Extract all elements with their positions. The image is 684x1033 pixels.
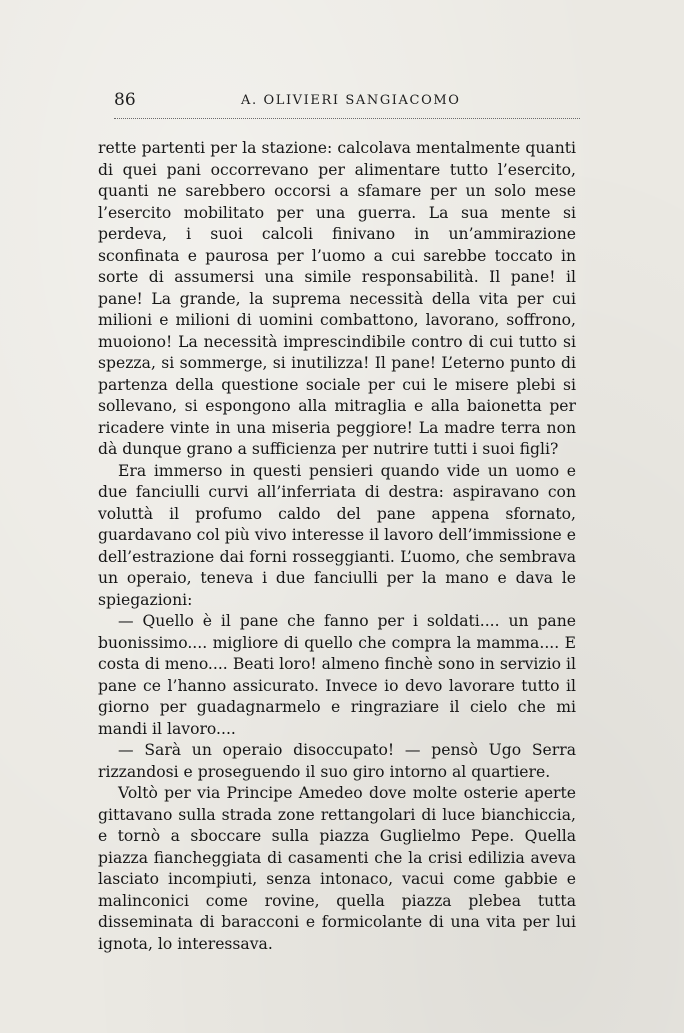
paragraph: — Sarà un operaio disoccupato! — pensò Ugo Serra rizzandosi e proseguendo il suo giro intorno al quartiere. [98,741,576,781]
running-title: A. OLIVIERI SANGIACOMO [241,93,461,108]
paragraph: — Quello è il pane che fanno per i soldati.... un pane buonissimo.... migliore di quello che compra la mamma.... E costa di meno.... Beati loro! almeno finchè sono in servizio il pane ce l’hanno assicurato. Invece io devo lavorare tutto il giorno per guadagnarmelo e ringraziare il cielo che mi mandi il lavoro.... [98,612,576,738]
paragraph: rette partenti per la stazione: calcolava mentalmente quanti di quei pani occorrevano per alimentare tutto l’esercito, quanti ne sarebbero occorsi a sfamare per un solo mese l’esercito mobilitato per una guerra. La sua mente si perdeva, i suoi calcoli finivano in un’ammirazione sconfinata e paurosa per l’uomo a cui sarebbe toccato in sorte di assumersi una simile responsabilità. Il pane! il pane! La grande, la suprema necessità della vita per cui milioni e milioni di uomini combattono, lavorano, soffrono, muoiono! La necessità imprescindibile contro di cui tutto si spezza, si sommerge, si inutilizza! Il pane! L’eterno punto di partenza della questione sociale per cui le misere plebi si sollevano, si espongono alla mitraglia e alla baionetta per ricadere vinte in una miseria peggiore! La madre terra non dà dunque grano a sufficienza per nutrire tutti i suoi figli? [98,139,576,458]
page-number: 86 [114,90,136,110]
page-header [114,90,580,114]
header-rule [114,118,580,119]
body-text [98,138,576,955]
paragraph: Voltò per via Principe Amedeo dove molte osterie aperte gittavano sulla strada zone rettangolari di luce bianchiccia, e tornò a sboccare sulla piazza Guglielmo Pepe. Quella piazza fiancheggiata di casamenti che la crisi edilizia aveva lasciato incompiuti, senza intonaco, vacui come gabbie e malinconici come rovine, quella piazza plebea tutta disseminata di baracconi e formicolante di una vita per lui ignota, lo interessava. [98,784,576,953]
paragraph: Era immerso in questi pensieri quando vide un uomo e due fanciulli curvi all’inferriata di destra: aspiravano con voluttà il profumo caldo del pane appena sfornato, guardavano col più vivo interesse il lavoro dell’immissione e dell’estrazione dai forni rosseggianti. L’uomo, che sembrava un operaio, teneva i due fanciulli per la mano e dava le spiegazioni: [98,461,576,609]
